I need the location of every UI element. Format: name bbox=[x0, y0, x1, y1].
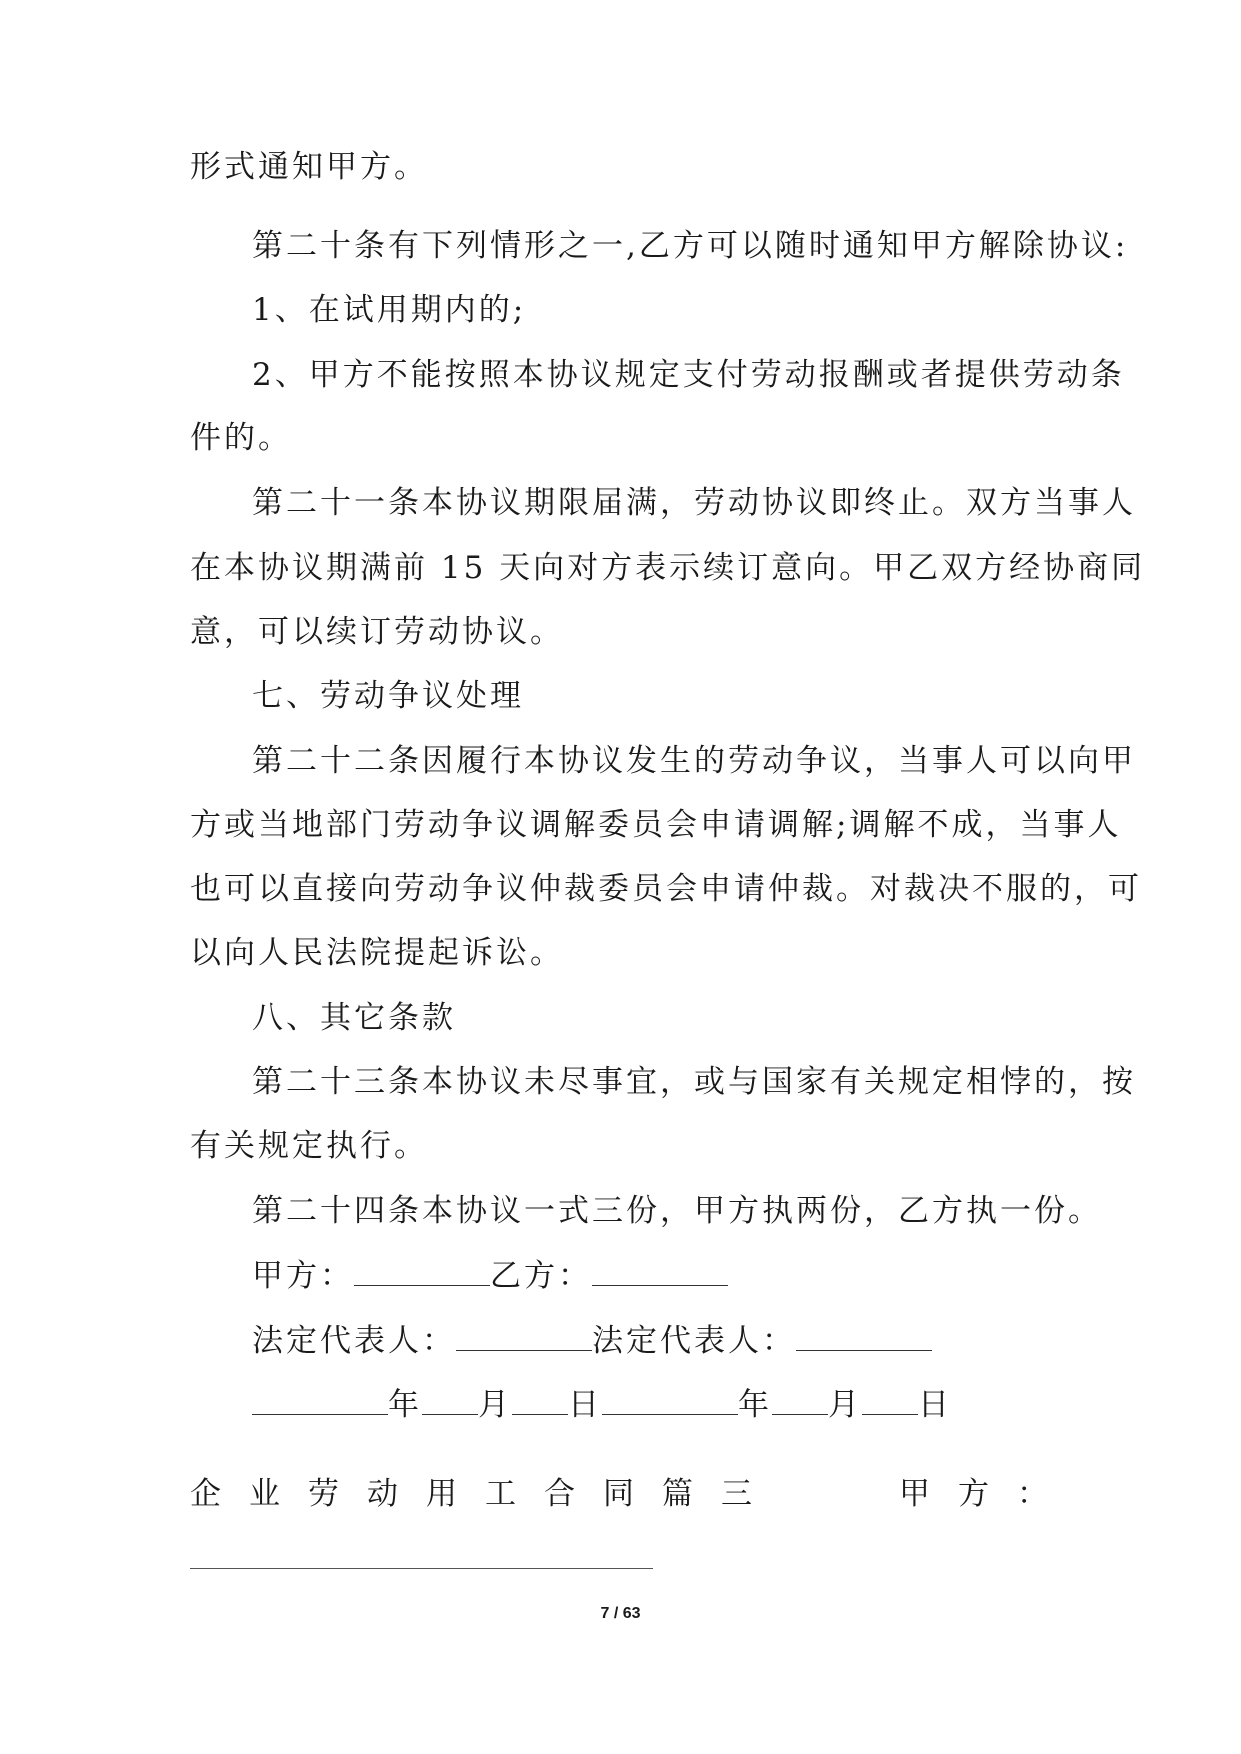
year-a-label: 年 bbox=[388, 1387, 422, 1423]
next-contract-title: 企业劳动用工合同篇三 bbox=[190, 1476, 780, 1512]
representative-signature-row bbox=[252, 1320, 932, 1361]
party-signature-row bbox=[252, 1255, 728, 1296]
clause-22: 第二十二条因履行本协议发生的劳动争议，当事人可以向甲 bbox=[252, 743, 1136, 779]
month-b-label: 月 bbox=[828, 1387, 862, 1423]
clause-22-cont-1: 方或当地部门劳动争议调解委员会申请调解;调解不成，当事人 bbox=[190, 807, 1122, 843]
clause-23-cont: 有关规定执行。 bbox=[190, 1128, 428, 1164]
rep-a-blank bbox=[456, 1320, 592, 1351]
party-b-blank bbox=[592, 1255, 728, 1286]
party-a-blank bbox=[354, 1255, 490, 1286]
year-b-blank bbox=[602, 1384, 738, 1415]
signature-underline bbox=[190, 1568, 653, 1569]
clause-21-cont-2: 意，可以续订劳动协议。 bbox=[190, 614, 564, 650]
month-a-label: 月 bbox=[478, 1387, 512, 1423]
day-b-blank bbox=[862, 1384, 918, 1415]
page-number: 7 / 63 bbox=[600, 1605, 641, 1622]
month-b-blank bbox=[772, 1384, 828, 1415]
clause-21: 第二十一条本协议期限届满，劳动协议即终止。双方当事人 bbox=[252, 485, 1136, 521]
clause-22-cont-3: 以向人民法院提起诉讼。 bbox=[190, 935, 564, 971]
clause-21-cont-1: 在本协议期满前 15 天向对方表示续订意向。甲乙双方经协商同 bbox=[190, 550, 1146, 586]
clause-23: 第二十三条本协议未尽事宜，或与国家有关规定相悖的，按 bbox=[252, 1064, 1136, 1100]
section-heading-8: 八、其它条款 bbox=[252, 1000, 456, 1036]
clause-20-item-1: 1、在试用期内的; bbox=[252, 292, 527, 328]
rep-b-label: 法定代表人： bbox=[592, 1323, 796, 1359]
party-b-label: 乙方： bbox=[490, 1258, 592, 1294]
clause-22-cont-2: 也可以直接向劳动争议仲裁委员会申请仲裁。对裁决不服的，可 bbox=[190, 871, 1142, 907]
party-a-label: 甲方： bbox=[252, 1258, 354, 1294]
year-a-blank bbox=[252, 1384, 388, 1415]
month-a-blank bbox=[422, 1384, 478, 1415]
date-signature-row bbox=[252, 1384, 952, 1425]
clause-20-item-2: 2、甲方不能按照本协议规定支付劳动报酬或者提供劳动条 bbox=[252, 357, 1125, 393]
rep-a-label: 法定代表人： bbox=[252, 1323, 456, 1359]
section-heading-7: 七、劳动争议处理 bbox=[252, 678, 524, 714]
clause-20: 第二十条有下列情形之一,乙方可以随时通知甲方解除协议: bbox=[252, 228, 1129, 264]
day-a-blank bbox=[512, 1384, 568, 1415]
rep-b-blank bbox=[796, 1320, 932, 1351]
clause-20-item-2-cont: 件的。 bbox=[190, 420, 292, 456]
next-contract-party-a: 甲方： bbox=[899, 1476, 1076, 1512]
day-b-label: 日 bbox=[918, 1387, 952, 1423]
text-line-1: 形式通知甲方。 bbox=[190, 149, 428, 185]
year-b-label: 年 bbox=[738, 1387, 772, 1423]
day-a-label: 日 bbox=[568, 1387, 602, 1423]
clause-24: 第二十四条本协议一式三份，甲方执两份，乙方执一份。 bbox=[252, 1193, 1102, 1229]
next-contract-heading bbox=[190, 1474, 1076, 1514]
